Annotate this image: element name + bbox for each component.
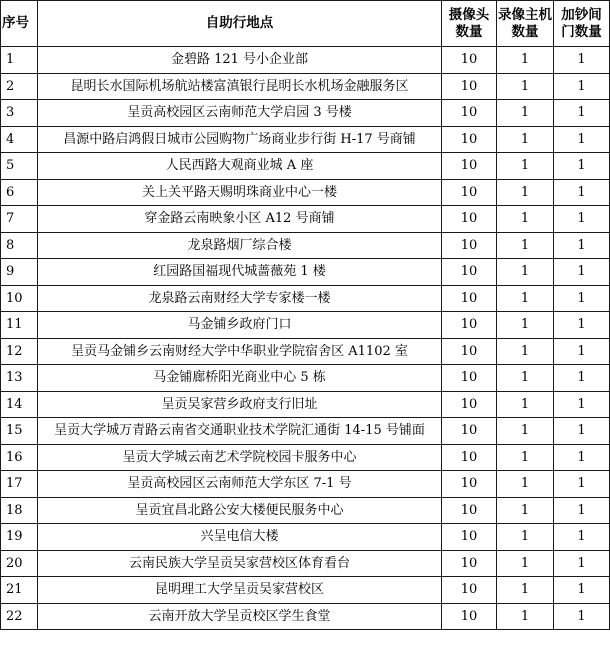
cell-locks: 1 bbox=[554, 550, 610, 577]
cell-no: 2 bbox=[1, 73, 38, 100]
table-row bbox=[1, 73, 610, 100]
cell-cameras: 10 bbox=[442, 259, 497, 286]
cell-recorders: 1 bbox=[497, 471, 554, 498]
cell-recorders: 1 bbox=[497, 232, 554, 259]
cell-location: 云南民族大学呈贡吴家营校区体育看台 bbox=[38, 550, 442, 577]
cell-locks: 1 bbox=[554, 100, 610, 127]
cell-locks: 1 bbox=[554, 47, 610, 74]
cell-recorders: 1 bbox=[497, 259, 554, 286]
cell-cameras: 10 bbox=[442, 365, 497, 392]
cell-no: 18 bbox=[1, 497, 38, 524]
table-row bbox=[1, 338, 610, 365]
header-cameras bbox=[442, 1, 497, 47]
cell-locks: 1 bbox=[554, 524, 610, 551]
cell-no: 12 bbox=[1, 338, 38, 365]
cell-locks: 1 bbox=[554, 577, 610, 604]
cell-no: 7 bbox=[1, 206, 38, 233]
cell-cameras: 10 bbox=[442, 206, 497, 233]
cell-recorders: 1 bbox=[497, 418, 554, 445]
cell-location: 昌源中路启鸿假日城市公园购物广场商业步行街 H-17 号商铺 bbox=[38, 126, 442, 153]
cell-location: 呈贡宜昌北路公安大楼便民服务中心 bbox=[38, 497, 442, 524]
table-row bbox=[1, 603, 610, 630]
cell-locks: 1 bbox=[554, 471, 610, 498]
cell-cameras: 10 bbox=[442, 338, 497, 365]
header-cameras-line1: 摄像头 bbox=[448, 6, 490, 23]
cell-cameras: 10 bbox=[442, 391, 497, 418]
table-row bbox=[1, 312, 610, 339]
cell-no: 10 bbox=[1, 285, 38, 312]
header-recorders bbox=[497, 1, 554, 47]
table-row bbox=[1, 179, 610, 206]
table-row bbox=[1, 153, 610, 180]
cell-recorders: 1 bbox=[497, 179, 554, 206]
cell-recorders: 1 bbox=[497, 577, 554, 604]
cell-locks: 1 bbox=[554, 285, 610, 312]
cell-recorders: 1 bbox=[497, 312, 554, 339]
cell-recorders: 1 bbox=[497, 338, 554, 365]
cell-locks: 1 bbox=[554, 365, 610, 392]
cell-no: 20 bbox=[1, 550, 38, 577]
table-row bbox=[1, 259, 610, 286]
cell-no: 15 bbox=[1, 418, 38, 445]
cell-location: 穿金路云南映象小区 A12 号商铺 bbox=[38, 206, 442, 233]
table-row bbox=[1, 285, 610, 312]
cell-location: 呈贡高校园区云南师范大学东区 7-1 号 bbox=[38, 471, 442, 498]
cell-locks: 1 bbox=[554, 206, 610, 233]
table-row bbox=[1, 391, 610, 418]
cell-location: 呈贡高校园区云南师范大学启园 3 号楼 bbox=[38, 100, 442, 127]
table-row bbox=[1, 232, 610, 259]
cell-recorders: 1 bbox=[497, 47, 554, 74]
cell-no: 3 bbox=[1, 100, 38, 127]
cell-no: 8 bbox=[1, 232, 38, 259]
table-row bbox=[1, 471, 610, 498]
cell-location: 马金铺乡政府门口 bbox=[38, 312, 442, 339]
cell-no: 19 bbox=[1, 524, 38, 551]
cell-locks: 1 bbox=[554, 497, 610, 524]
cell-locks: 1 bbox=[554, 312, 610, 339]
cell-cameras: 10 bbox=[442, 418, 497, 445]
cell-cameras: 10 bbox=[442, 126, 497, 153]
cell-recorders: 1 bbox=[497, 524, 554, 551]
cell-cameras: 10 bbox=[442, 577, 497, 604]
cell-no: 21 bbox=[1, 577, 38, 604]
cell-cameras: 10 bbox=[442, 153, 497, 180]
table-header bbox=[1, 1, 610, 47]
cell-location: 昆明理工大学呈贡吴家营校区 bbox=[38, 577, 442, 604]
cell-cameras: 10 bbox=[442, 603, 497, 630]
header-locks-line1: 加钞间 bbox=[561, 6, 602, 23]
cell-no: 6 bbox=[1, 179, 38, 206]
cell-location: 云南开放大学呈贡校区学生食堂 bbox=[38, 603, 442, 630]
cell-location: 兴呈电信大楼 bbox=[38, 524, 442, 551]
cell-no: 4 bbox=[1, 126, 38, 153]
cell-locks: 1 bbox=[554, 444, 610, 471]
cell-recorders: 1 bbox=[497, 206, 554, 233]
table-row bbox=[1, 365, 610, 392]
cell-location: 金碧路 121 号小企业部 bbox=[38, 47, 442, 74]
table-row bbox=[1, 206, 610, 233]
cell-locks: 1 bbox=[554, 232, 610, 259]
cell-recorders: 1 bbox=[497, 365, 554, 392]
cell-location: 呈贡吴家营乡政府支行旧址 bbox=[38, 391, 442, 418]
table-row bbox=[1, 100, 610, 127]
cell-recorders: 1 bbox=[497, 100, 554, 127]
cell-cameras: 10 bbox=[442, 524, 497, 551]
cell-location: 龙泉路烟厂综合楼 bbox=[38, 232, 442, 259]
cell-location: 呈贡大学城万青路云南省交通职业技术学院汇通街 14-15 号铺面 bbox=[38, 418, 442, 445]
cell-no: 9 bbox=[1, 259, 38, 286]
cell-cameras: 10 bbox=[442, 179, 497, 206]
table-row bbox=[1, 418, 610, 445]
cell-locks: 1 bbox=[554, 153, 610, 180]
cell-cameras: 10 bbox=[442, 550, 497, 577]
header-location: 自助行地点 bbox=[38, 1, 442, 47]
cell-recorders: 1 bbox=[497, 126, 554, 153]
cell-locks: 1 bbox=[554, 179, 610, 206]
cell-location: 马金铺廊桥阳光商业中心 5 栋 bbox=[38, 365, 442, 392]
cell-cameras: 10 bbox=[442, 47, 497, 74]
cell-location: 关上关平路天赐明珠商业中心一楼 bbox=[38, 179, 442, 206]
table-row bbox=[1, 126, 610, 153]
cell-location: 人民西路大观商业城 A 座 bbox=[38, 153, 442, 180]
cell-no: 22 bbox=[1, 603, 38, 630]
cell-locks: 1 bbox=[554, 126, 610, 153]
header-cameras-line2: 数量 bbox=[455, 23, 483, 40]
cell-location: 昆明长水国际机场航站楼富滇银行昆明长水机场金融服务区 bbox=[38, 73, 442, 100]
table-row bbox=[1, 550, 610, 577]
cell-locks: 1 bbox=[554, 391, 610, 418]
cell-cameras: 10 bbox=[442, 100, 497, 127]
table-row bbox=[1, 497, 610, 524]
cell-recorders: 1 bbox=[497, 73, 554, 100]
cell-recorders: 1 bbox=[497, 285, 554, 312]
cell-location: 龙泉路云南财经大学专家楼一楼 bbox=[38, 285, 442, 312]
cell-recorders: 1 bbox=[497, 444, 554, 471]
cell-recorders: 1 bbox=[497, 391, 554, 418]
cell-cameras: 10 bbox=[442, 312, 497, 339]
cell-no: 16 bbox=[1, 444, 38, 471]
cell-no: 13 bbox=[1, 365, 38, 392]
cell-no: 1 bbox=[1, 47, 38, 74]
cell-locks: 1 bbox=[554, 73, 610, 100]
cell-cameras: 10 bbox=[442, 232, 497, 259]
table-row bbox=[1, 444, 610, 471]
cell-recorders: 1 bbox=[497, 550, 554, 577]
cell-cameras: 10 bbox=[442, 73, 497, 100]
cell-location: 呈贡大学城云南艺术学院校园卡服务中心 bbox=[38, 444, 442, 471]
table-row bbox=[1, 47, 610, 74]
cell-location: 红园路国福现代城蔷薇苑 1 楼 bbox=[38, 259, 442, 286]
cell-locks: 1 bbox=[554, 603, 610, 630]
header-row bbox=[1, 1, 610, 47]
header-recorders-line2: 数量 bbox=[511, 23, 539, 40]
cell-location: 呈贡马金铺乡云南财经大学中华职业学院宿舍区 A1102 室 bbox=[38, 338, 442, 365]
table-body bbox=[1, 47, 610, 630]
table-row bbox=[1, 577, 610, 604]
cell-locks: 1 bbox=[554, 338, 610, 365]
cell-no: 5 bbox=[1, 153, 38, 180]
cell-cameras: 10 bbox=[442, 444, 497, 471]
header-no: 序号 bbox=[1, 1, 38, 47]
cell-no: 11 bbox=[1, 312, 38, 339]
cell-cameras: 10 bbox=[442, 497, 497, 524]
cell-no: 14 bbox=[1, 391, 38, 418]
table-row bbox=[1, 524, 610, 551]
cell-cameras: 10 bbox=[442, 471, 497, 498]
cell-cameras: 10 bbox=[442, 285, 497, 312]
cell-recorders: 1 bbox=[497, 153, 554, 180]
header-locks bbox=[554, 1, 610, 47]
cell-recorders: 1 bbox=[497, 497, 554, 524]
header-recorders-line1: 录像主机 bbox=[498, 6, 552, 23]
cell-recorders: 1 bbox=[497, 603, 554, 630]
cell-no: 17 bbox=[1, 471, 38, 498]
cell-locks: 1 bbox=[554, 259, 610, 286]
header-locks-line2: 门数量 bbox=[561, 23, 602, 40]
cell-locks: 1 bbox=[554, 418, 610, 445]
